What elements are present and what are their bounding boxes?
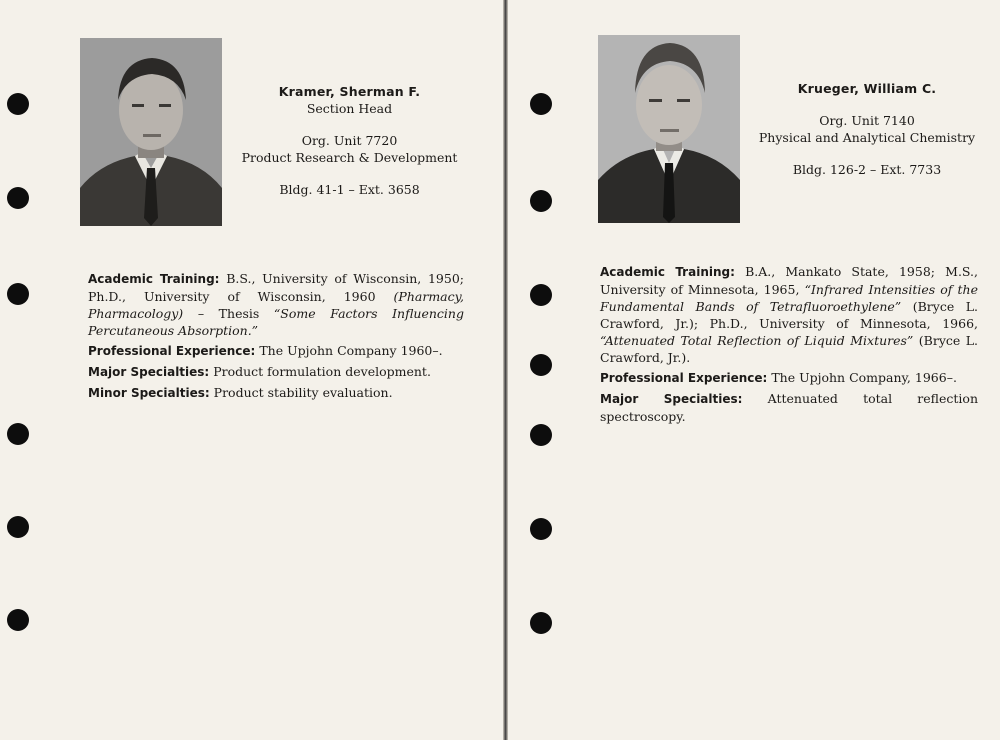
department: Product Research & Development [241,150,458,165]
major-specialties-label: Major Specialties: [600,392,743,406]
right-page [508,0,1000,740]
employee-header [746,80,988,178]
portrait-photo [80,38,222,226]
academic-training-text: B.A., Mankato State, 1958; M.S., University of Minnesota, 1965, [600,264,978,297]
thesis-title: “Attenuated Total Reflection of Liquid Mixtures” [600,333,914,348]
binder-hole [530,284,552,306]
binder-hole [7,423,29,445]
binder-hole [530,354,552,376]
thesis-title: “Some Factors Influencing Percutaneous Absorption.” [88,306,464,338]
major-specialties-label: Major Specialties: [88,365,210,379]
binder-hole [530,424,552,446]
thesis-prefix: – Thesis [197,306,260,321]
biography [88,270,464,405]
minor-specialties-label: Minor Specialties: [88,386,210,400]
professional-experience-text: The Upjohn Company, 1966–. [771,370,957,385]
binder-hole [7,283,29,305]
portrait-icon [80,38,222,226]
major-specialties-text: Attenuated total reflection spectroscopy. [600,391,978,424]
academic-training-label: Academic Training: [600,265,735,279]
employee-title: Section Head [306,101,393,116]
academic-training [88,270,464,339]
department: Physical and Analytical Chemistry [758,130,976,145]
major-specialties-text: Product formulation development. [213,364,431,379]
employee-name: Krueger, William C. [797,81,937,96]
minor-specialties [88,384,464,402]
biography [600,263,978,428]
org-unit: Org. Unit 7720 [301,133,398,148]
binder-hole [530,612,552,634]
academic-training [600,263,978,366]
binder-hole [530,190,552,212]
org-unit: Org. Unit 7140 [819,113,915,128]
major-specialties [600,390,978,425]
academic-training-text: B.S., University of Wisconsin, 1950; Ph.D., University of Wisconsin, 1960 [88,271,464,304]
professional-experience-label: Professional Experience: [600,371,768,385]
minor-specialties-text: Product stability evaluation. [213,385,393,400]
employee-header [237,83,462,198]
binder-hole [7,93,29,115]
academic-training-text: (Bryce L. Crawford, Jr.); Ph.D., University of Minnesota, 1966, [600,299,979,331]
employee-name: Kramer, Sherman F. [278,84,421,99]
building-extension: Bldg. 41-1 – Ext. 3658 [279,182,420,197]
portrait-icon [598,35,740,223]
binder-hole [7,516,29,538]
professional-experience [88,342,464,360]
professional-experience [600,369,978,387]
building-extension: Bldg. 126-2 – Ext. 7733 [792,162,942,177]
professional-experience-label: Professional Experience: [88,344,256,358]
binder-hole [530,93,552,115]
professional-experience-text: The Upjohn Company 1960–. [259,343,443,358]
thesis-title: “Infrared Intensities of the Fundamental Bands of Tetrafluoroethylene” [600,282,979,314]
academic-training-label: Academic Training: [88,272,220,286]
academic-field: (Pharmacy, Pharmacology) [88,289,464,321]
binder-hole [7,187,29,209]
academic-training-text: (Bryce L. Crawford, Jr.). [600,333,978,365]
binder-hole [7,609,29,631]
binder-hole [530,518,552,540]
major-specialties [88,363,464,381]
portrait-photo [598,35,740,223]
